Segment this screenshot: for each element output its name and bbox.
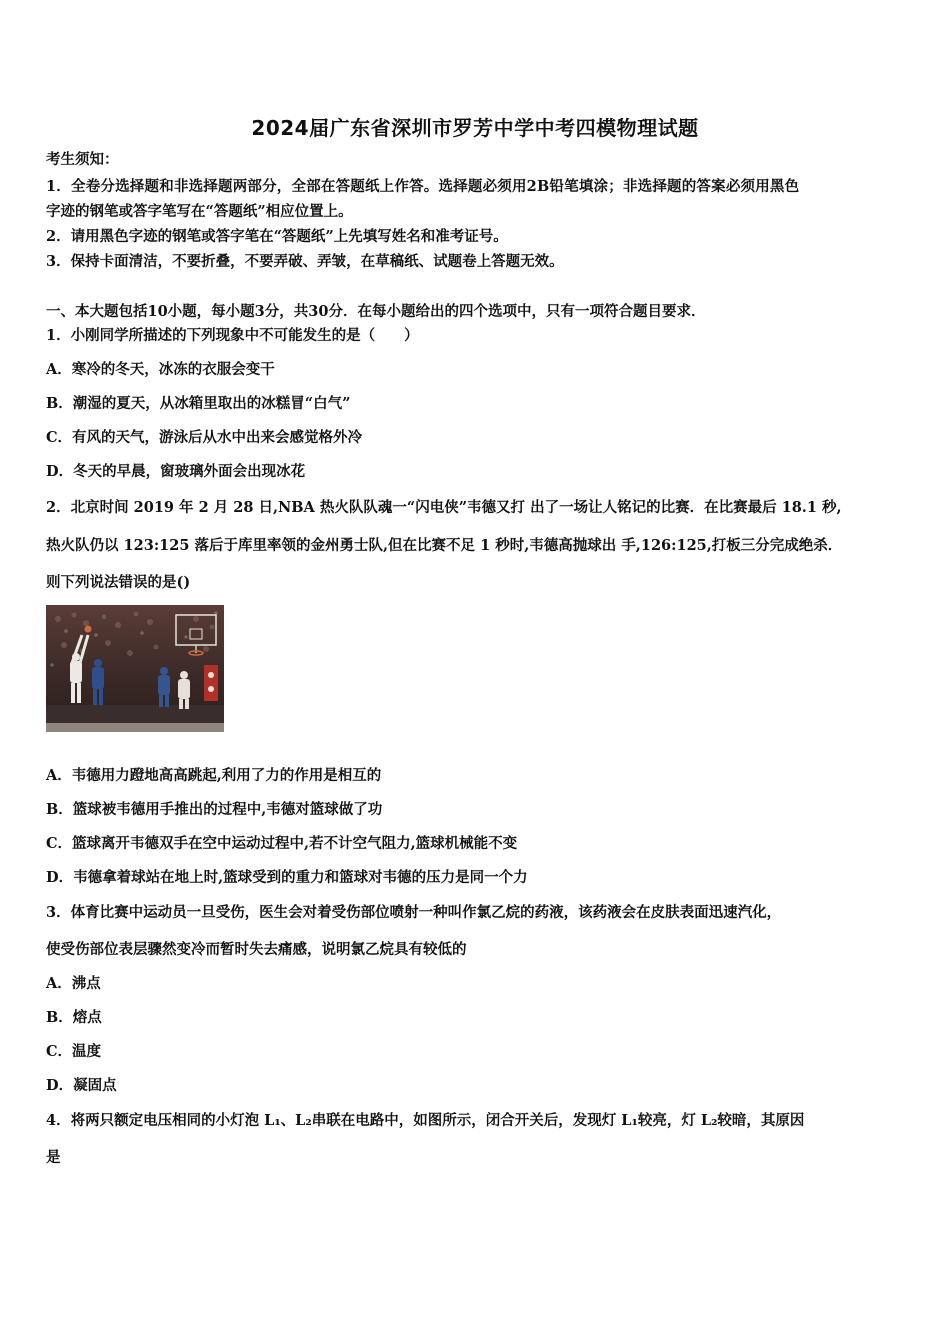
question-1-stem: 1．小刚同学所描述的下列现象中不可能发生的是（ ） [46,327,419,344]
question-2-option-b: B．篮球被韦德用手推出的过程中,韦德对篮球做了功 [46,801,383,818]
question-3-stem-line: 3．体育比赛中运动员一旦受伤，医生会对着受伤部位喷射一种叫作氯乙烷的药液，该药液会在皮肤表面迅速汽化， [46,904,782,921]
question-3-stem-line: 使受伤部位表层骤然变冷而暂时失去痛感，说明氯乙烷具有较低的 [46,941,467,958]
question-2-option-d: D．韦德拿着球站在地上时,篮球受到的重力和篮球对韦德的压力是同一个力 [46,869,528,886]
question-1-option-a: A．寒冷的冬天，冰冻的衣服会变干 [46,361,275,378]
question-2-stem-line: 2．北京时间 2019 年 2 月 28 日,NBA 热火队队魂一“闪电侠”韦德又打 出了一场让人铭记的比赛．在比赛最后 18.1 秒, [46,499,842,516]
question-1-option-b: B．潮湿的夏天，从冰箱里取出的冰糕冒“白气” [46,395,351,412]
notice-item: 2．请用黑色字迹的钢笔或答字笔在“答题纸”上先填写姓名和准考证号。 [46,228,508,245]
notice-heading: 考生须知： [46,151,119,168]
page-title: 2024届广东省深圳市罗芳中学中考四模物理试题 [251,116,699,140]
question-4-stem-line: 是 [46,1149,61,1166]
question-2-option-c: C．篮球离开韦德双手在空中运动过程中,若不计空气阻力,篮球机械能不变 [46,835,518,852]
question-2-option-a: A．韦德用力蹬地高高跳起,利用了力的作用是相互的 [46,767,382,784]
notice-item: 3．保持卡面清洁，不要折叠，不要弄破、弄皱，在草稿纸、试题卷上答题无效。 [46,253,564,270]
question-1-option-c: C．有风的天气，游泳后从水中出来会感觉格外冷 [46,429,363,446]
question-2-stem-line: 热火队仍以 123:125 落后于库里率领的金州勇士队,但在比赛不足 1 秒时,韦德高抛球出 手,126:125,打板三分完成绝杀． [46,537,843,554]
question-2-stem-line: 则下列说法错误的是() [46,574,191,591]
basketball-photo [46,605,224,732]
notice-item: 字迹的钢笔或答字笔写在“答题纸”相应位置上。 [46,203,353,220]
notice-item: 1．全卷分选择题和非选择题两部分，全部在答题纸上作答。选择题必须用2B铅笔填涂；非选择题的答案必须用黑色 [46,178,800,195]
question-3-option-a: A．沸点 [46,975,101,992]
question-3-option-b: B．熔点 [46,1009,102,1026]
section-heading: 一、本大题包括10小题，每小题3分，共30分．在每小题给出的四个选项中，只有一项符合题目要求． [46,303,706,320]
question-3-option-c: C．温度 [46,1043,102,1060]
question-1-option-d: D．冬天的早晨，窗玻璃外面会出现冰花 [46,463,306,480]
question-3-option-d: D．凝固点 [46,1077,117,1094]
question-4-stem-line: 4．将两只额定电压相同的小灯泡 L₁、L₂串联在电路中，如图所示，闭合开关后，发现灯 L₁较亮，灯 L₂较暗，其原因 [46,1112,805,1129]
